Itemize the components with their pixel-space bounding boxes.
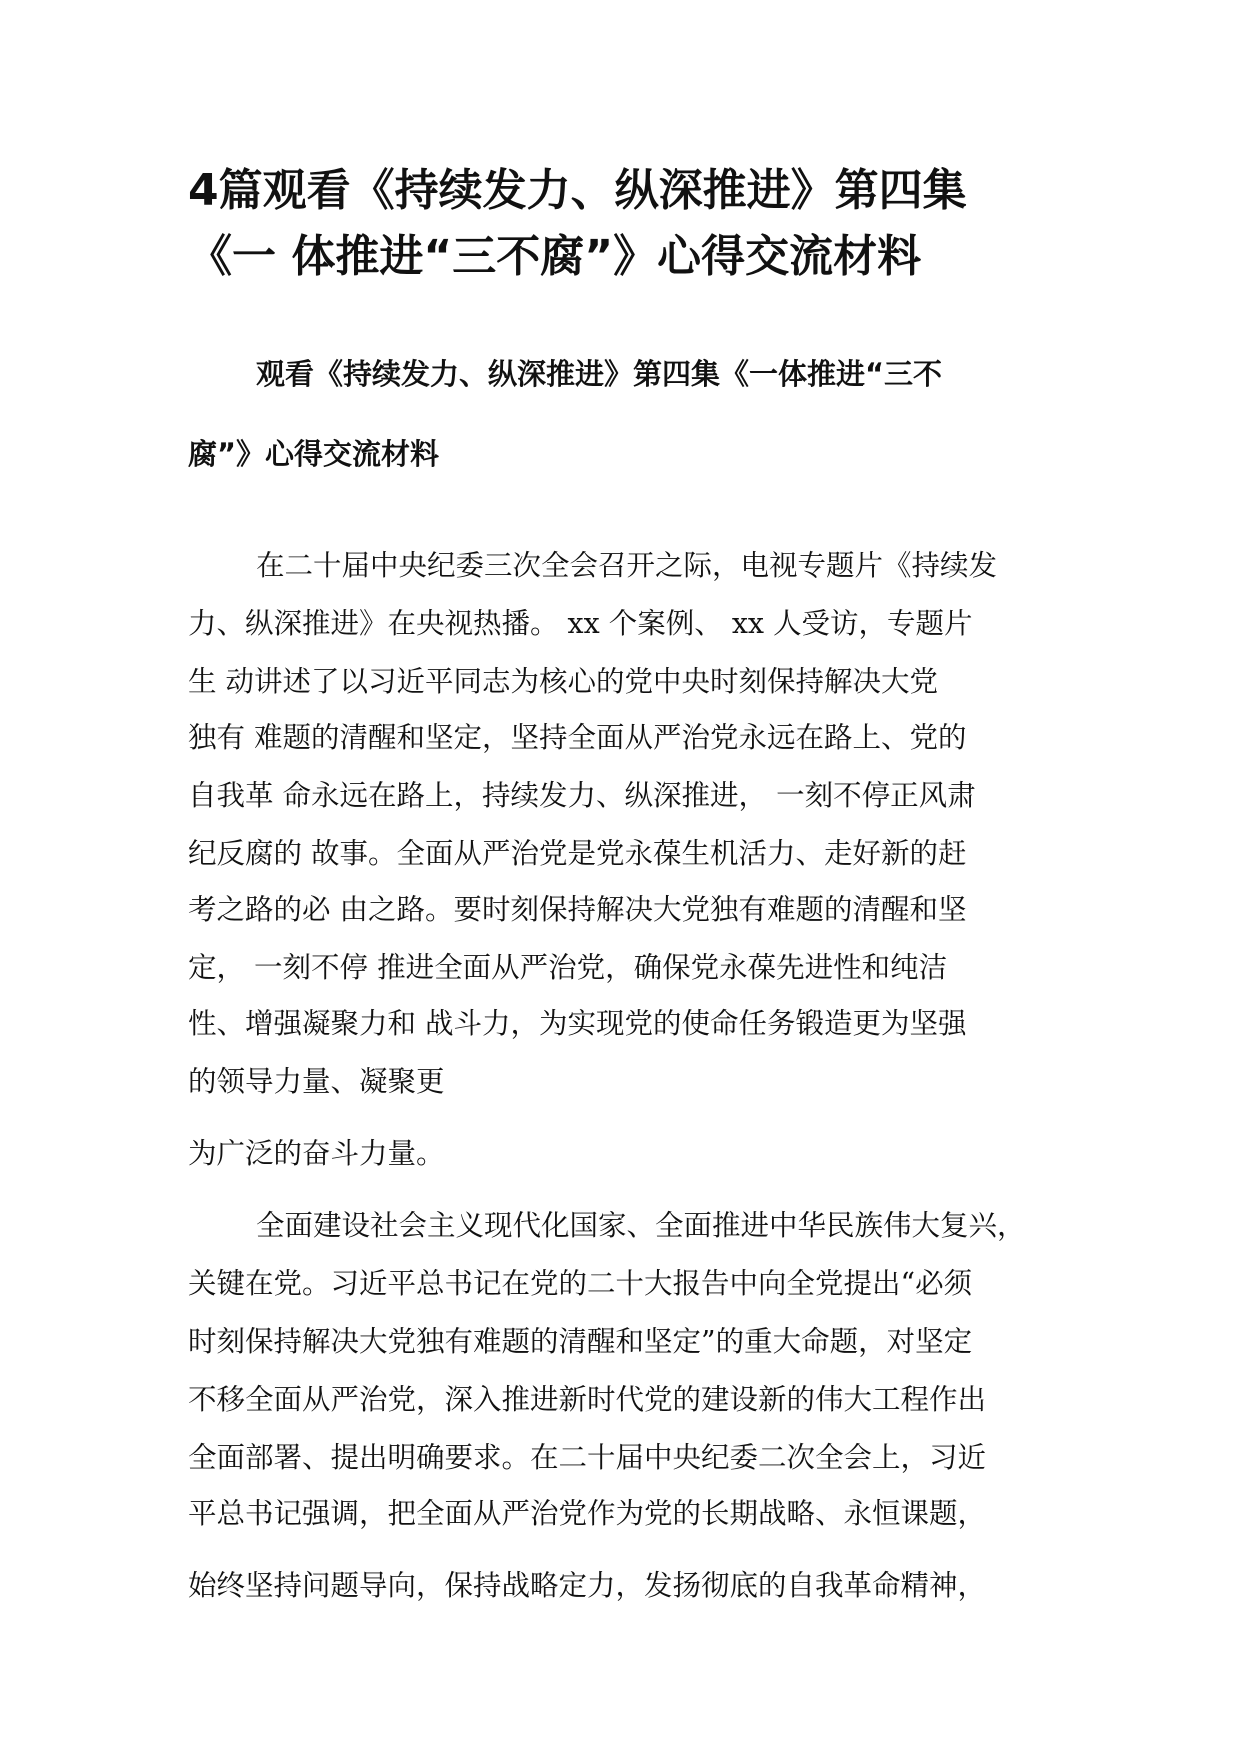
- paragraph-2-line-1: 全面建设社会主义现代化国家、全面推进中华民族伟大复兴，: [256, 1209, 1026, 1242]
- paragraph-2-line-5: 全面部署、提出明确要求。在二十届中央纪委二次全会上，习近: [188, 1441, 987, 1474]
- paragraph-1-line-9: 性、增强凝聚力和 战斗力，为实现党的使命任务锻造更为坚强: [188, 1007, 967, 1040]
- title-line-2: 《一 体推进“三不腐”》心得交流材料: [188, 231, 922, 282]
- paragraph-1-line-6: 纪反腐的 故事。全面从严治党是党永葆生机活力、走好新的赶: [188, 837, 967, 870]
- paragraph-1-line-2: 力、纵深推进》在央视热播。 xx 个案例、 xx 人受访，专题片: [188, 607, 973, 640]
- paragraph-1-line-10: 的领导力量、凝聚更: [188, 1065, 445, 1098]
- paragraph-1-line-5: 自我革 命永远在路上，持续发力、纵深推进， 一刻不停正风肃: [188, 779, 976, 812]
- paragraph-2-line-3: 时刻保持解决大党独有难题的清醒和坚定”的重大命题，对坚定: [188, 1325, 973, 1358]
- subtitle-line-2: 腐”》心得交流材料: [188, 437, 440, 471]
- subtitle-line-1: 观看《持续发力、纵深推进》第四集《一体推进“三不: [256, 357, 943, 391]
- paragraph-1-line-1: 在二十届中央纪委三次全会召开之际，电视专题片《持续发: [256, 549, 998, 582]
- paragraph-1-line-11: 为广泛的奋斗力量。: [188, 1137, 445, 1170]
- title-line-1: 4篇观看《持续发力、纵深推进》第四集: [188, 165, 967, 216]
- paragraph-1-line-8: 定， 一刻不停 推进全面从严治党，确保党永葆先进性和纯洁: [188, 951, 948, 984]
- paragraph-1-line-3: 生 动讲述了以习近平同志为核心的党中央时刻保持解决大党: [188, 665, 939, 698]
- paragraph-1-line-4: 独有 难题的清醒和坚定，坚持全面从严治党永远在路上、党的: [188, 721, 967, 754]
- paragraph-2-line-4: 不移全面从严治党，深入推进新时代党的建设新的伟大工程作出: [188, 1383, 987, 1416]
- paragraph-1-line-7: 考之路的必 由之路。要时刻保持解决大党独有难题的清醒和坚: [188, 893, 967, 926]
- document-title: [188, 158, 1068, 290]
- paragraph-2-line-2: 关键在党。习近平总书记在党的二十大报告中向全党提出“必须: [188, 1267, 973, 1300]
- paragraph-2-line-7: 始终坚持问题导向，保持战略定力，发扬彻底的自我革命精神，: [188, 1569, 987, 1602]
- paragraph-2-line-6: 平总书记强调，把全面从严治党作为党的长期战略、永恒课题，: [188, 1497, 987, 1530]
